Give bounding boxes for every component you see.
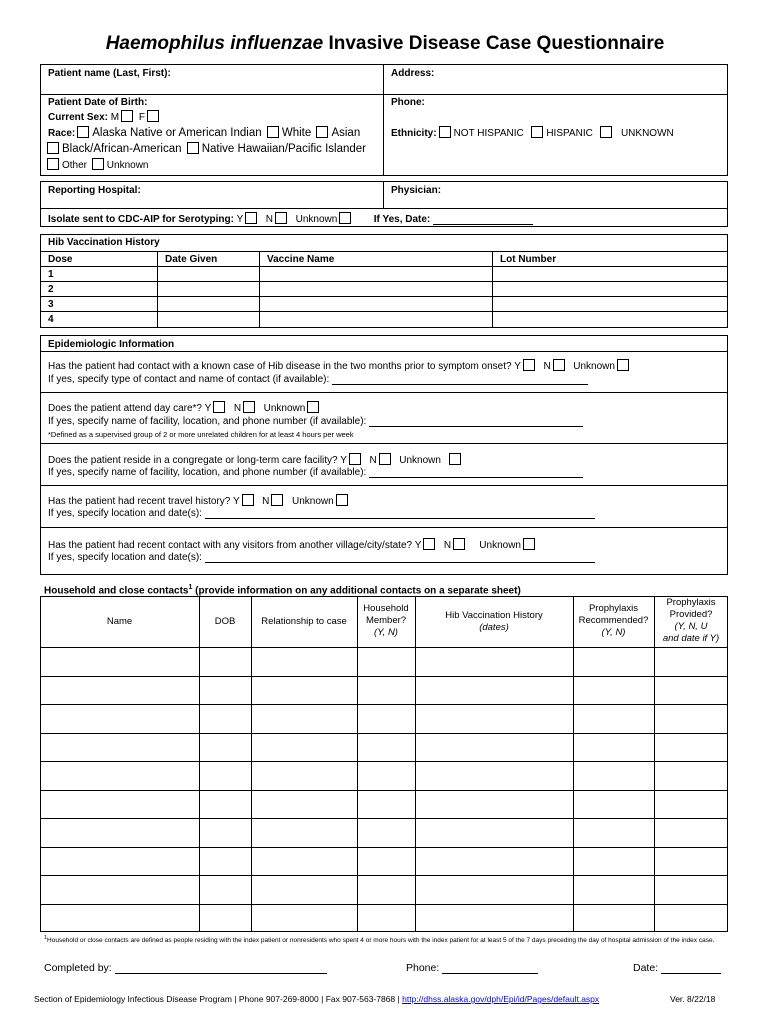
isolate-n-checkbox[interactable] [275,212,287,224]
completion-phone-field[interactable] [442,973,538,974]
eth-hispanic-checkbox[interactable] [531,126,543,138]
q2-unknown-checkbox[interactable] [307,401,319,413]
isolate-unknown-checkbox[interactable] [339,212,351,224]
epi-q2: Does the patient attend day care*? Y N Unknown [48,401,322,414]
race-white-checkbox[interactable] [267,126,279,138]
q3-unknown-checkbox[interactable] [449,453,461,465]
col-name: Name [106,616,133,627]
completed-by-field[interactable] [115,973,327,974]
version: Ver. 8/22/18 [670,994,716,1004]
q5-follow-field[interactable] [205,562,595,563]
epi-heading: Epidemiologic Information [48,339,175,350]
address-label: Address: [391,68,435,79]
epi-q1-follow: If yes, specify type of contact and name of contact (if available): [48,374,588,385]
q2-follow-field[interactable] [369,426,583,427]
q4-y-checkbox[interactable] [242,494,254,506]
q1-n-checkbox[interactable] [553,359,565,371]
race-row-3: Other Unknown [45,158,149,171]
reporting-hospital-label: Reporting Hospital: [48,185,141,196]
q1-y-checkbox[interactable] [523,359,535,371]
epi-q5: Has the patient had recent contact with any visitors from another village/city/state? Y N Unknown [48,538,538,551]
q5-y-checkbox[interactable] [423,538,435,550]
contacts-heading: Household and close contacts$^1$ (provide information on any additional contacts on a separate sheet) [44,584,521,597]
q5-unknown-checkbox[interactable] [523,538,535,550]
q2-y-checkbox[interactable] [213,401,225,413]
race-row-2: Black/African-American Native Hawaiian/Pacific Islander [45,142,366,155]
eth-unknown-checkbox[interactable] [600,126,612,138]
epi-q4: Has the patient had recent travel history? Y N Unknown [48,494,351,507]
race-other-checkbox[interactable] [47,158,59,170]
dose-3: 3 [48,299,54,310]
q4-n-checkbox[interactable] [271,494,283,506]
q3-follow-field[interactable] [369,477,583,478]
race-asian-checkbox[interactable] [316,126,328,138]
col-lot-number: Lot Number [500,254,557,265]
col-dob: DOB [214,616,236,627]
q4-unknown-checkbox[interactable] [336,494,348,506]
isolate-y-checkbox[interactable] [245,212,257,224]
sex-f-checkbox[interactable] [147,110,159,122]
eth-not-hispanic-checkbox[interactable] [439,126,451,138]
completion-date-row: Date: [633,962,721,974]
col-provided: Prophylaxis Provided? (Y, N, U and date if Y) [662,597,720,644]
completion-date-field[interactable] [661,973,721,974]
dose-4: 4 [48,314,54,325]
col-vaccine-name: Vaccine Name [267,254,335,265]
completed-by-row: Completed by: [44,962,327,974]
vaccination-heading: Hib Vaccination History [48,237,160,248]
epi-q2-follow: If yes, specify name of facility, location, and phone number (if available): [48,416,583,427]
footer-link[interactable]: http://dhss.alaska.gov/dph/Epi/id/Pages/default.aspx [402,994,600,1004]
epi-q4-follow: If yes, specify location and date(s): [48,508,595,519]
epi-q2-note: *Defined as a supervised group of 2 or more unrelated children for at least 4 hours per week [48,430,354,439]
dose-2: 2 [48,284,54,295]
phone-label: Phone: [391,97,425,108]
race-alaska-native-checkbox[interactable] [77,126,89,138]
race-row-1: Race: Alaska Native or American Indian White Asian [48,127,361,139]
ethnicity-row: Ethnicity: NOT HISPANIC HISPANIC UNKNOWN [391,128,674,139]
dob-label: Patient Date of Birth: [48,97,148,108]
sex-row: Current Sex: M F [48,110,162,123]
col-dose: Dose [48,254,73,265]
completion-phone-row: Phone: [406,962,538,974]
q4-follow-field[interactable] [205,518,595,519]
race-hawaiian-checkbox[interactable] [187,142,199,154]
epi-q5-follow: If yes, specify location and date(s): [48,552,595,563]
epi-q3: Does the patient reside in a congregate or long-term care facility? Y N Unknown [48,453,464,466]
dose-1: 1 [48,269,54,280]
sex-m-checkbox[interactable] [121,110,133,122]
q1-follow-field[interactable] [332,384,588,385]
isolate-date-field[interactable] [433,224,533,225]
race-unknown-checkbox[interactable] [92,158,104,170]
contacts-footnote: $^1$Household or close contacts are defined as people residing with the index patient or nonresidents who spent 4 or more hours with the index patient for at least 5 of the 7 days preceding the day of hospital admission of the index case. [44,935,715,945]
q5-n-checkbox[interactable] [453,538,465,550]
col-relationship: Relationship to case [261,616,347,627]
footer: Section of Epidemiology Infectious Disease Program | Phone 907-269-8000 | Fax 907-563-7868 | http://dhss.alaska.gov/dph/Epi/id/Pages/default.aspx [34,994,600,1004]
col-household: Household Member? (Y, N) [363,603,409,638]
col-recommended: Prophylaxis Recommended? (Y, N) [578,603,649,638]
patient-name-label: Patient name (Last, First): [48,68,171,79]
col-date-given: Date Given [165,254,218,265]
race-black-checkbox[interactable] [47,142,59,154]
q1-unknown-checkbox[interactable] [617,359,629,371]
q3-y-checkbox[interactable] [349,453,361,465]
physician-label: Physician: [391,185,442,196]
col-hib: Hib Vaccination History (dates) [445,610,543,633]
page-title: Haemophilus influenzae Invasive Disease Case Questionnaire [105,33,665,54]
isolate-row: Isolate sent to CDC-AIP for Serotyping: Y N Unknown If Yes, Date: [48,212,533,225]
q2-n-checkbox[interactable] [243,401,255,413]
epi-q3-follow: If yes, specify name of facility, location, and phone number (if available): [48,467,583,478]
q3-n-checkbox[interactable] [379,453,391,465]
epi-q1: Has the patient had contact with a known case of Hib disease in the two months prior to symptom onset? Y N Unknown [48,359,632,372]
